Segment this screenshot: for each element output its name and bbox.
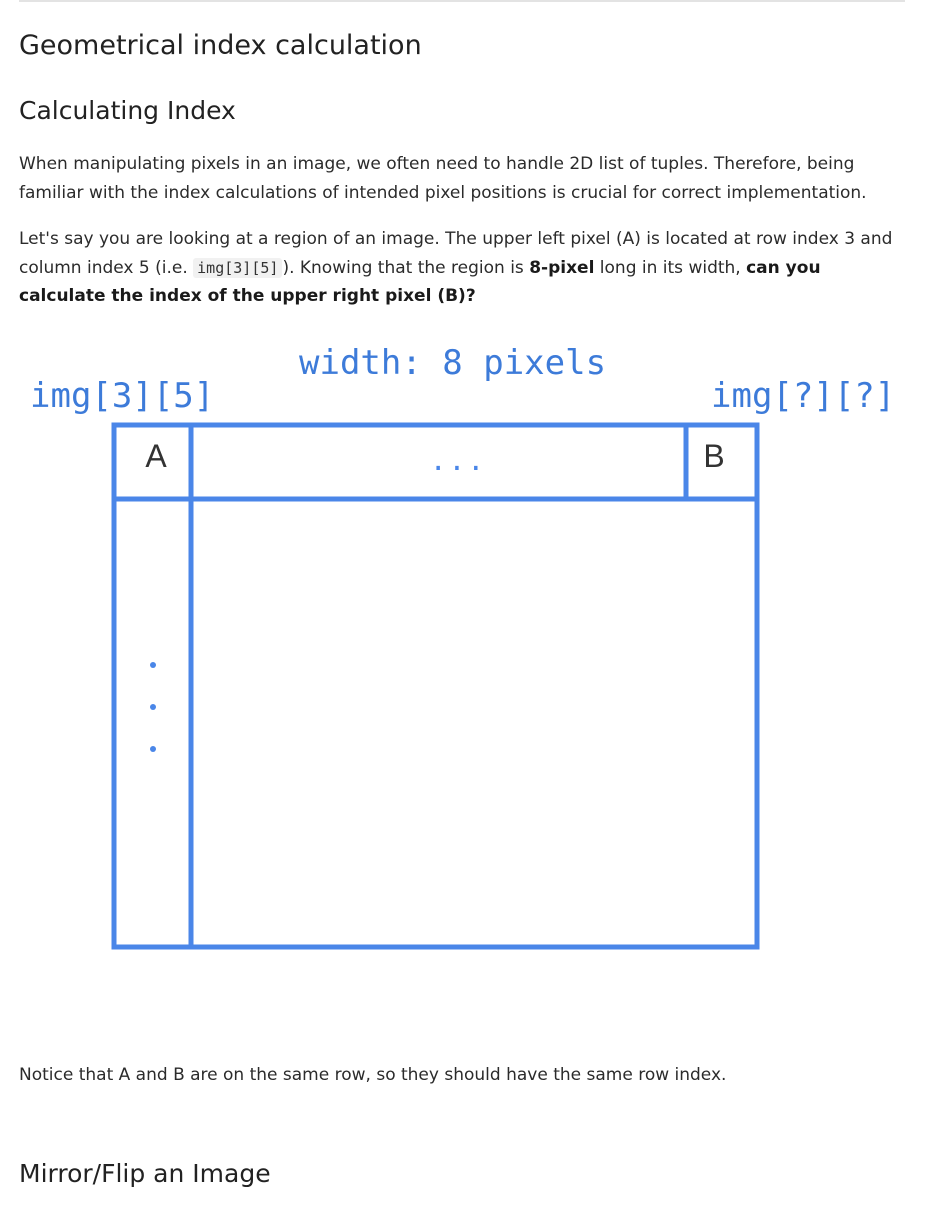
cell-a-label: A xyxy=(145,438,167,474)
vertical-ellipsis-dot xyxy=(150,746,156,752)
region-outline xyxy=(114,425,757,947)
question-text-1: Let's say you are looking at a region of an image. The upper left pixel (A) is located at row index 3 and column index 5 (i.e. xyxy=(19,229,893,278)
question-paragraph xyxy=(19,225,905,311)
index-diagram xyxy=(19,330,905,960)
question-text-2: ). Knowing that the region is xyxy=(282,257,530,278)
bold-question: can you calculate the index of the upper right pixel (B)? xyxy=(19,257,821,306)
left-index-label: img[3][5] xyxy=(30,376,215,416)
vertical-ellipsis-dot xyxy=(150,662,156,668)
intro-paragraph: When manipulating pixels in an image, we often need to handle 2D list of tuples. Therefore, being familiar with the index calculations of intended pixel positions is crucial for correct implementation. xyxy=(19,154,867,203)
row-ellipsis: ... xyxy=(429,444,487,477)
vertical-ellipsis-dot xyxy=(150,704,156,710)
index-diagram-svg xyxy=(19,330,905,960)
bold-8-pixel: 8-pixel xyxy=(529,257,595,278)
inline-code-img-3-5: img[3][5] xyxy=(193,258,282,278)
width-label: width: 8 pixels xyxy=(299,343,607,383)
section-heading-calculating-index: Calculating Index xyxy=(19,96,236,125)
question-text-3: long in its width, xyxy=(594,257,747,278)
top-divider xyxy=(19,0,905,2)
section-heading-mirror-flip: Mirror/Flip an Image xyxy=(19,1159,271,1188)
notice-paragraph: Notice that A and B are on the same row, so they should have the same row index. xyxy=(19,1065,727,1085)
right-index-label: img[?][?] xyxy=(711,376,896,416)
cell-b-label: B xyxy=(703,438,725,474)
page-title: Geometrical index calculation xyxy=(19,30,422,61)
